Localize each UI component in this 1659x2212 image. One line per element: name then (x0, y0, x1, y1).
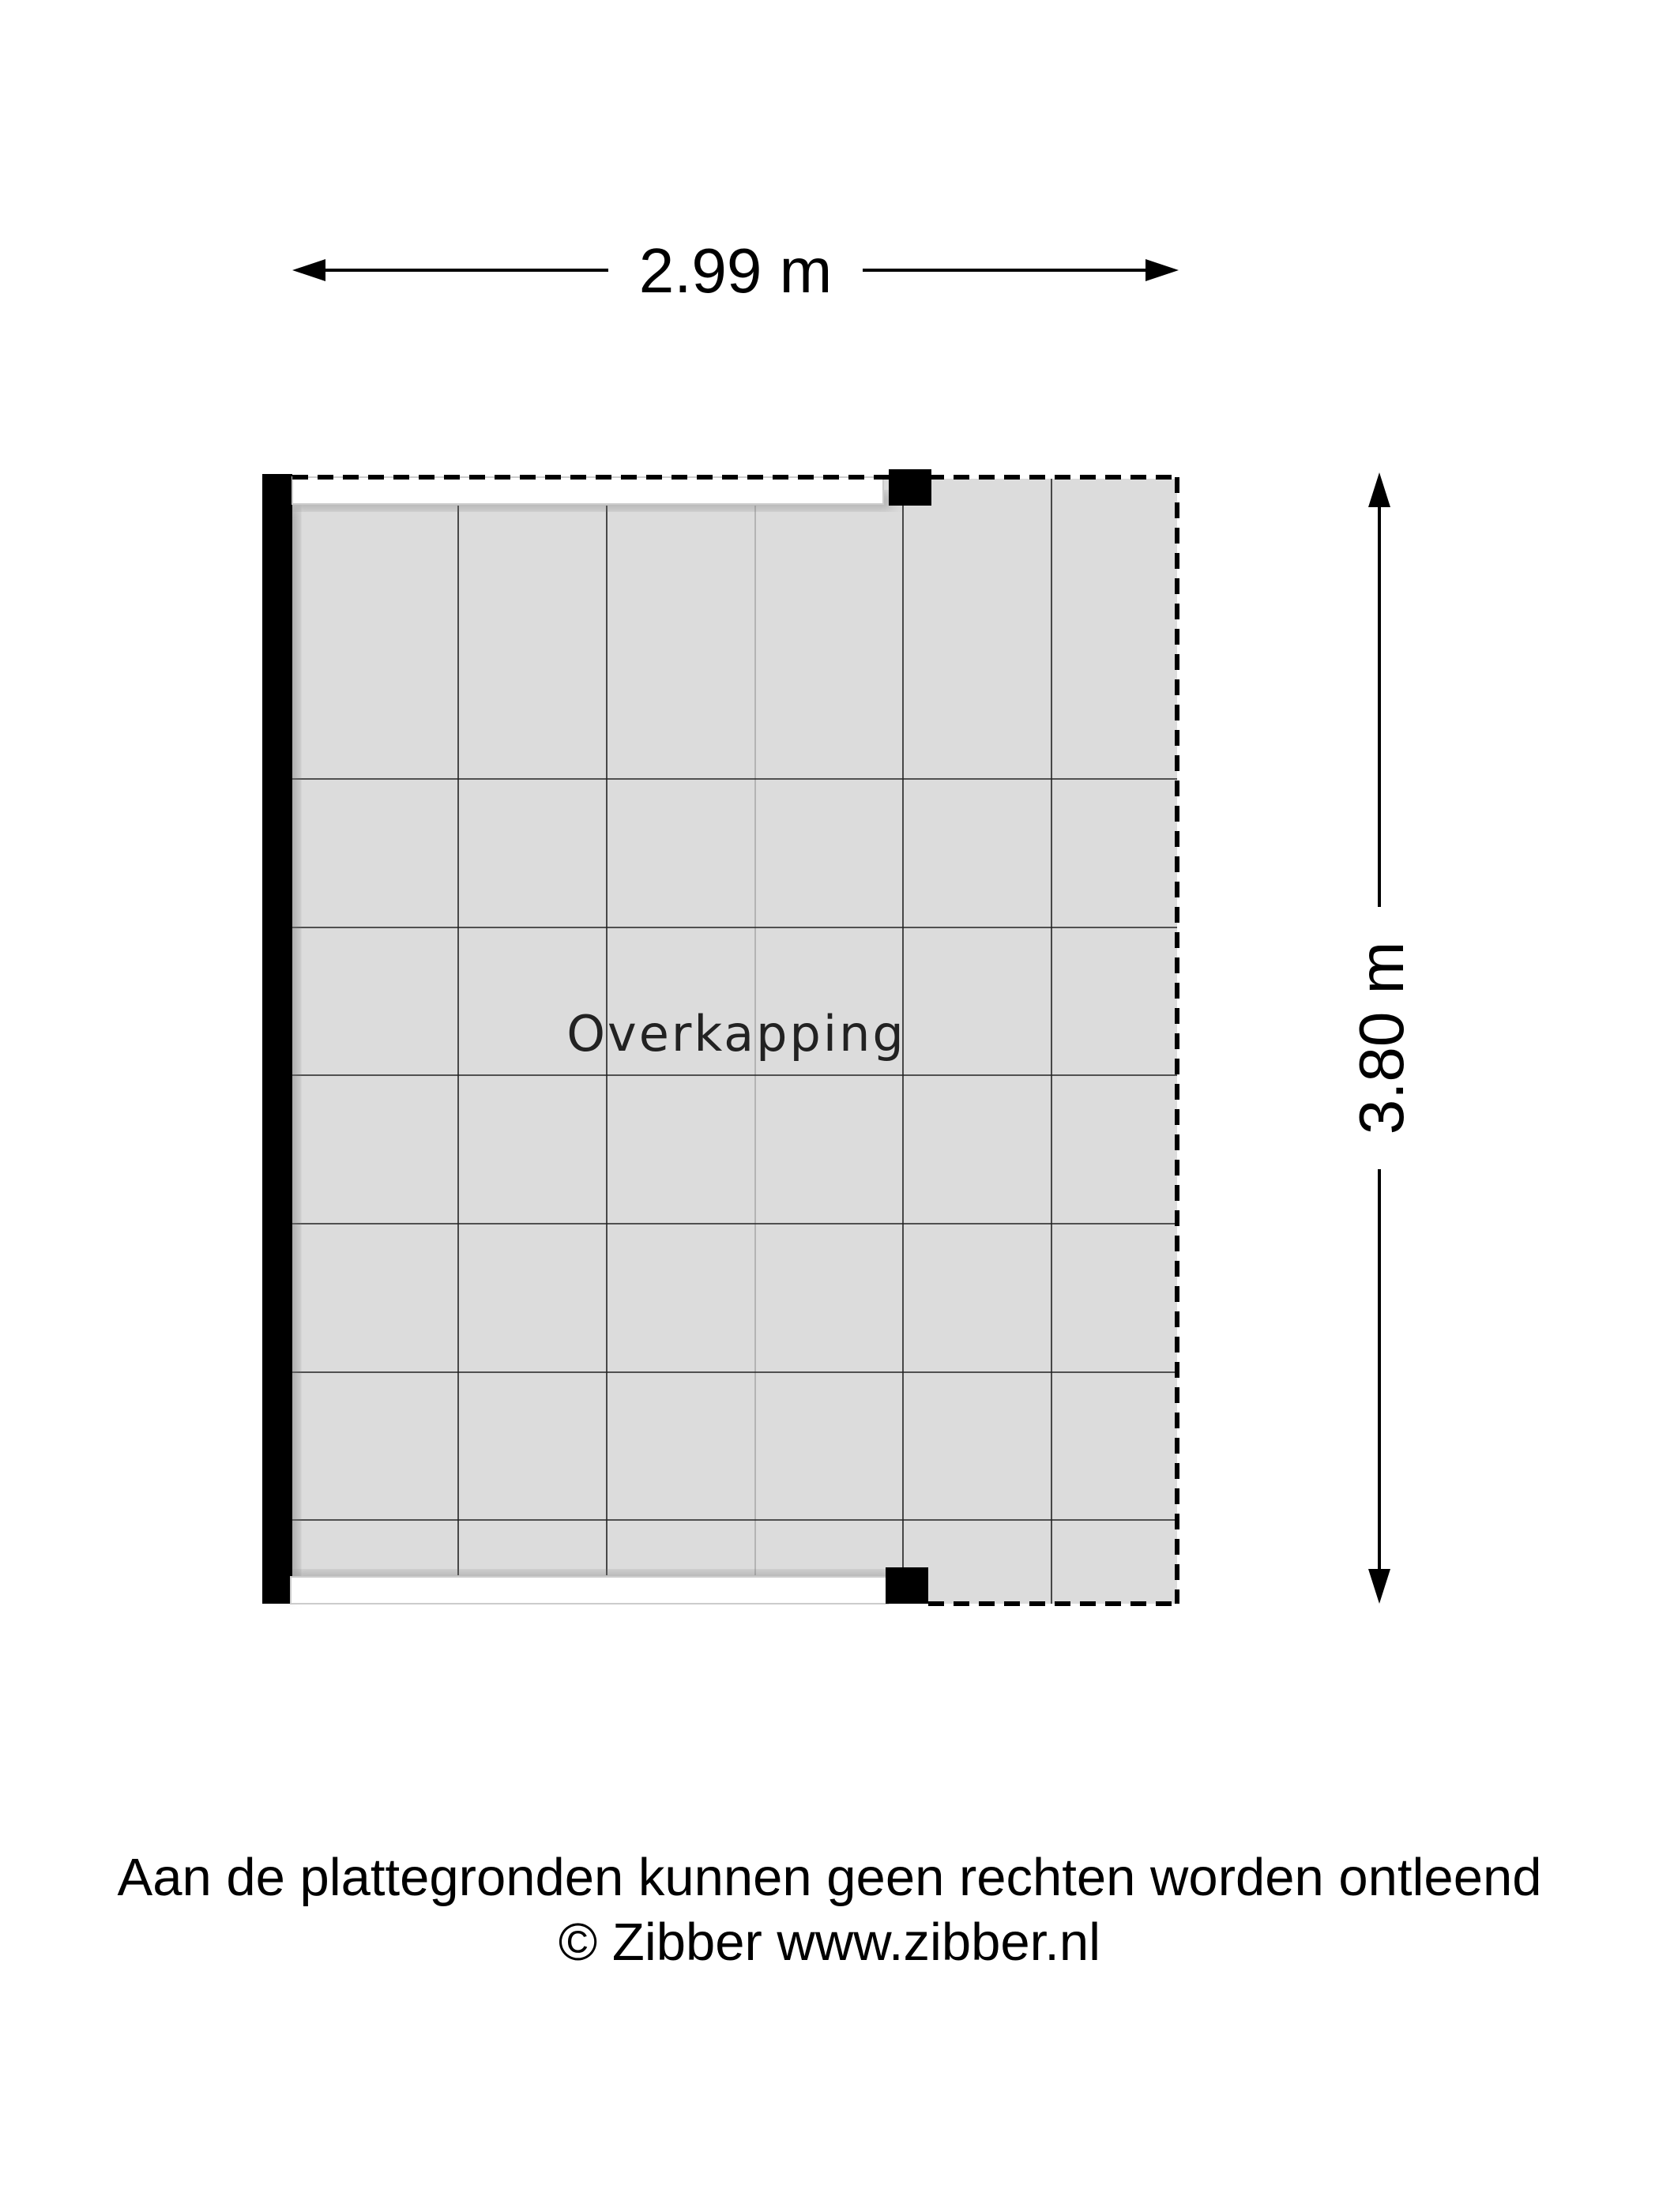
height-label: 3.80 m (1346, 941, 1416, 1135)
disclaimer-text: Aan de plattegronden kunnen geen rechten worden ontleend (117, 1848, 1542, 1907)
room-name: Overkapping (566, 1005, 906, 1063)
copyright-text: © Zibber www.zibber.nl (558, 1913, 1101, 1972)
top-column (889, 469, 931, 506)
top-beam (292, 477, 883, 504)
width-label: 2.99 m (638, 235, 833, 306)
bottom-beam (291, 1577, 888, 1604)
bottom-column (886, 1567, 928, 1604)
left-wall (262, 474, 292, 1604)
